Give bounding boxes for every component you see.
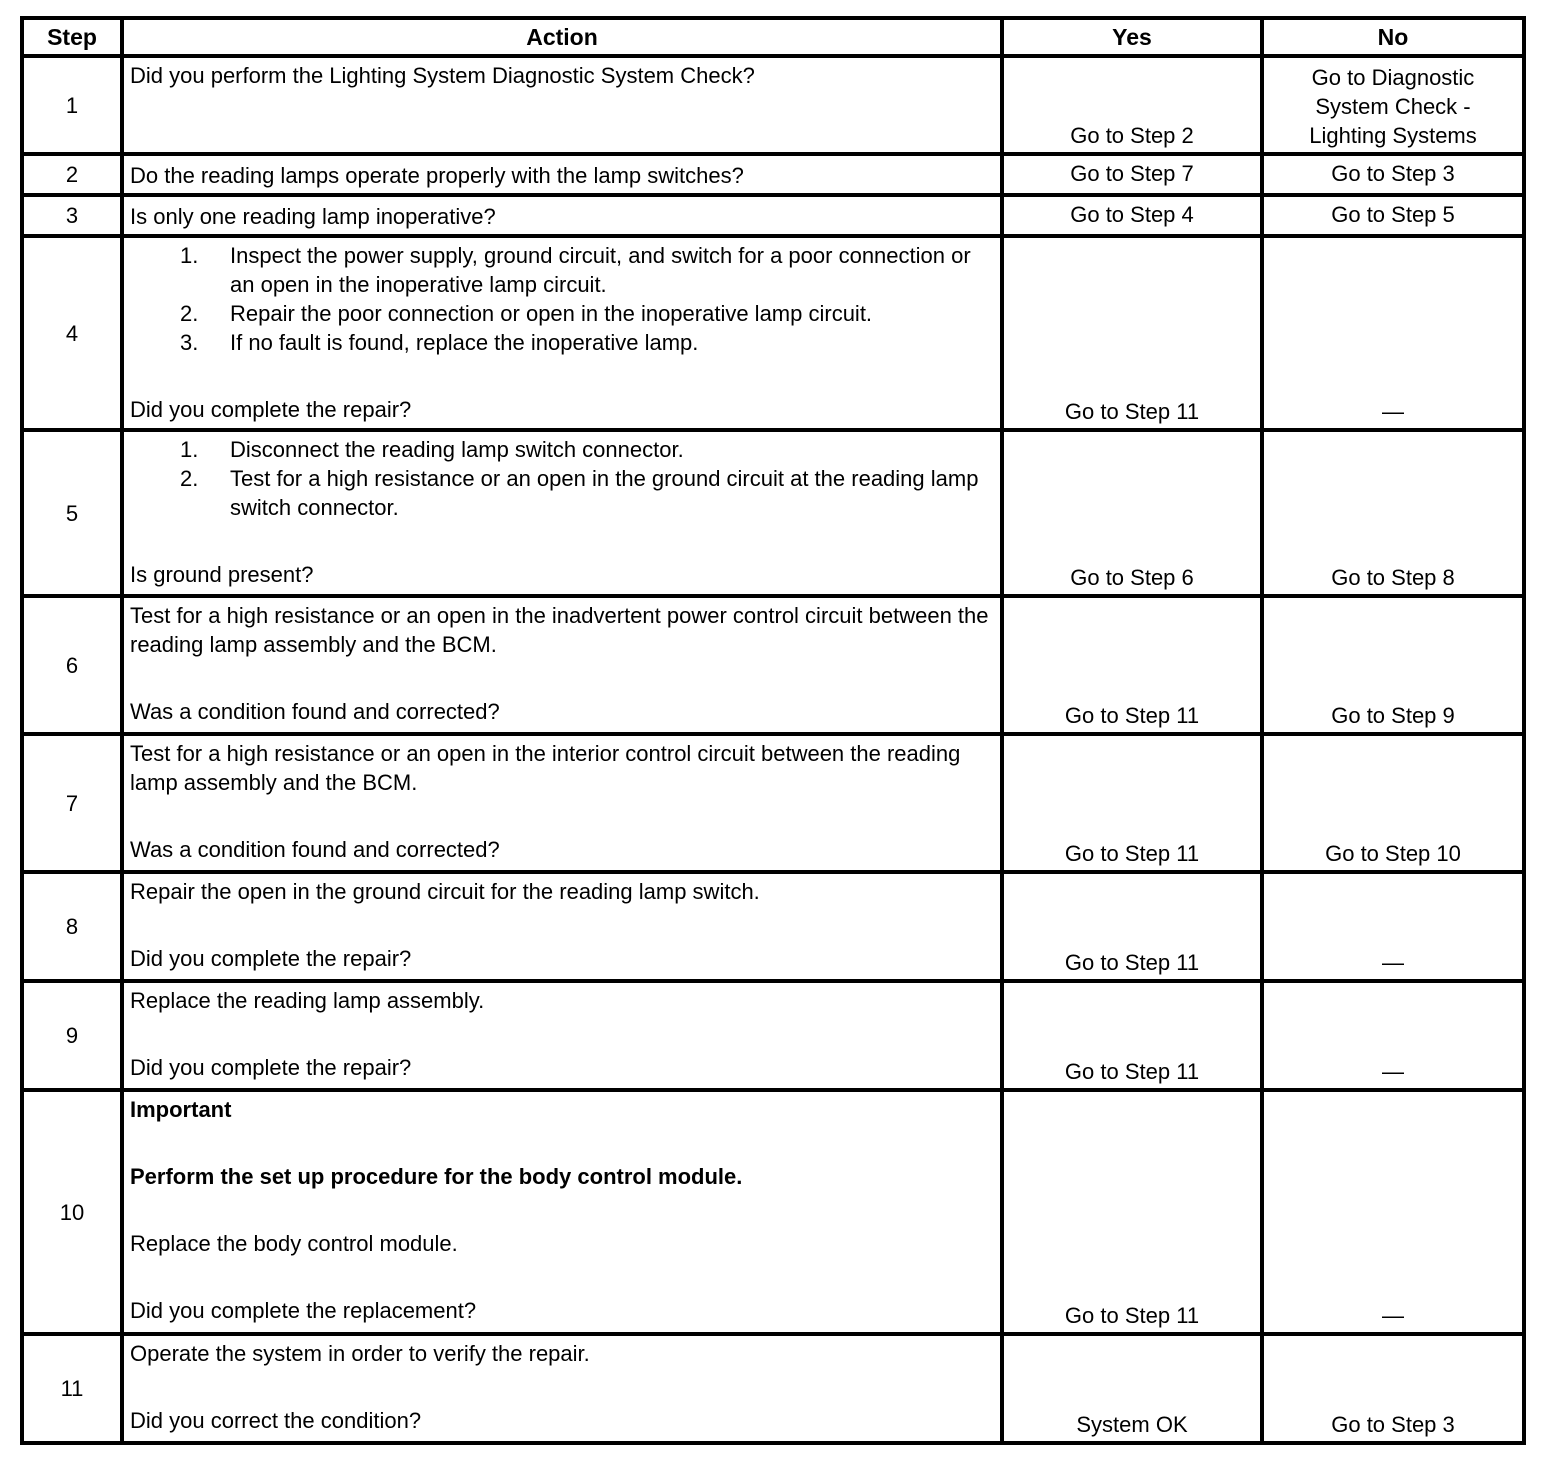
no-cell: —	[1262, 236, 1524, 430]
action-question: Is only one reading lamp inoperative?	[130, 203, 496, 229]
step-number: 2	[22, 154, 122, 195]
step-number: 10	[22, 1090, 122, 1334]
important-text: Perform the set up procedure for the body control module.	[130, 1164, 743, 1189]
yes-cell: Go to Step 11	[1002, 1090, 1262, 1334]
spacer	[130, 659, 994, 697]
substep-number: 2.	[180, 301, 199, 326]
action-question: Was a condition found and corrected?	[130, 699, 500, 724]
substep-number: 1.	[180, 437, 199, 462]
action-question: Did you complete the replacement?	[130, 1298, 477, 1323]
no-line: System Check -	[1315, 94, 1471, 119]
table-row	[22, 236, 1524, 430]
no-cell: —	[1262, 981, 1524, 1090]
table-row	[22, 1090, 1524, 1334]
action-cell	[122, 195, 1002, 236]
action-question: Did you correct the condition?	[130, 1408, 422, 1433]
substep-item	[130, 241, 994, 299]
substep-text: If no fault is found, replace the inoperative lamp.	[230, 330, 699, 355]
substep-item	[130, 299, 994, 328]
yes-cell: Go to Step 11	[1002, 596, 1262, 734]
header-action: Action	[122, 18, 1002, 56]
yes-cell: Go to Step 4	[1002, 195, 1262, 236]
important-label: Important	[130, 1097, 232, 1122]
table-row	[22, 981, 1524, 1090]
step-number: 5	[22, 430, 122, 596]
substep-text: Test for a high resistance or an open in the ground circuit at the reading lamp switch connector.	[230, 466, 979, 520]
spacer	[130, 1015, 994, 1053]
spacer	[130, 522, 994, 560]
no-cell: Go to Step 8	[1262, 430, 1524, 596]
yes-cell: Go to Step 2	[1002, 56, 1262, 154]
table-row	[22, 1334, 1524, 1443]
no-cell: Go to Step 3	[1262, 1334, 1524, 1443]
step-number: 11	[22, 1334, 122, 1443]
yes-cell: Go to Step 11	[1002, 981, 1262, 1090]
substep-item	[130, 328, 994, 357]
action-question: Is ground present?	[130, 562, 314, 587]
action-instruction: Operate the system in order to verify the repair.	[130, 1341, 590, 1366]
action-cell	[122, 596, 1002, 734]
table-row	[22, 195, 1524, 236]
action-cell	[122, 1334, 1002, 1443]
spacer	[130, 1124, 994, 1162]
step-number: 4	[22, 236, 122, 430]
table-row	[22, 734, 1524, 872]
no-line: Lighting Systems	[1309, 123, 1477, 148]
action-cell	[122, 56, 1002, 154]
action-cell	[122, 981, 1002, 1090]
table-row	[22, 430, 1524, 596]
table-row	[22, 872, 1524, 981]
step-number: 1	[22, 56, 122, 154]
yes-cell: Go to Step 11	[1002, 872, 1262, 981]
action-instruction: Test for a high resistance or an open in the interior control circuit between the reading lamp assembly and the BCM.	[130, 741, 961, 795]
action-cell	[122, 430, 1002, 596]
spacer	[130, 1258, 994, 1296]
substep-number: 1.	[180, 243, 199, 268]
no-cell: Go to Step 3	[1262, 154, 1524, 195]
substep-text: Disconnect the reading lamp switch connector.	[230, 437, 684, 462]
table-row	[22, 596, 1524, 734]
step-number: 8	[22, 872, 122, 981]
table-row	[22, 56, 1524, 154]
no-cell: —	[1262, 1090, 1524, 1334]
yes-cell: Go to Step 11	[1002, 734, 1262, 872]
spacer	[130, 797, 994, 835]
action-cell	[122, 872, 1002, 981]
action-cell	[122, 734, 1002, 872]
action-question: Do the reading lamps operate properly with the lamp switches?	[130, 162, 744, 188]
spacer	[130, 906, 994, 944]
yes-cell: Go to Step 6	[1002, 430, 1262, 596]
no-cell: Go to Step 5	[1262, 195, 1524, 236]
header-no: No	[1262, 18, 1524, 56]
step-number: 3	[22, 195, 122, 236]
header-yes: Yes	[1002, 18, 1262, 56]
table-row	[22, 154, 1524, 195]
no-line: Go to Diagnostic	[1311, 65, 1475, 90]
spacer	[130, 1191, 994, 1229]
yes-cell: Go to Step 7	[1002, 154, 1262, 195]
action-instruction: Replace the reading lamp assembly.	[130, 988, 485, 1013]
action-question: Did you complete the repair?	[130, 1055, 412, 1080]
spacer	[130, 1368, 994, 1406]
spacer	[130, 357, 994, 395]
substep-number: 2.	[180, 466, 199, 491]
yes-cell: Go to Step 11	[1002, 236, 1262, 430]
action-question: Did you complete the repair?	[130, 397, 412, 422]
yes-cell: System OK	[1002, 1334, 1262, 1443]
no-cell: Go to Step 9	[1262, 596, 1524, 734]
step-number: 7	[22, 734, 122, 872]
action-cell	[122, 154, 1002, 195]
action-question: Did you complete the repair?	[130, 946, 412, 971]
action-instruction: Repair the open in the ground circuit for the reading lamp switch.	[130, 879, 760, 904]
substep-text: Repair the poor connection or open in the inoperative lamp circuit.	[230, 301, 873, 326]
header-step: Step	[22, 18, 122, 56]
action-instruction: Test for a high resistance or an open in the inadvertent power control circuit between the reading lamp assembly and the BCM.	[130, 603, 989, 657]
substep-item	[130, 464, 994, 522]
substep-list	[130, 435, 994, 522]
action-instruction: Replace the body control module.	[130, 1231, 458, 1256]
step-number: 9	[22, 981, 122, 1090]
substep-item	[130, 435, 994, 464]
table-header-row	[22, 18, 1524, 56]
substep-text: Inspect the power supply, ground circuit, and switch for a poor connection or an open in the inoperative lamp circuit.	[230, 243, 971, 297]
substep-number: 3.	[180, 330, 199, 355]
no-cell	[1262, 56, 1524, 154]
action-cell	[122, 1090, 1002, 1334]
action-question: Did you perform the Lighting System Diagnostic System Check?	[130, 63, 755, 88]
diagnostic-table	[20, 16, 1526, 1445]
substep-list	[130, 241, 994, 357]
no-cell: —	[1262, 872, 1524, 981]
action-question: Was a condition found and corrected?	[130, 837, 500, 862]
no-cell: Go to Step 10	[1262, 734, 1524, 872]
step-number: 6	[22, 596, 122, 734]
action-cell	[122, 236, 1002, 430]
